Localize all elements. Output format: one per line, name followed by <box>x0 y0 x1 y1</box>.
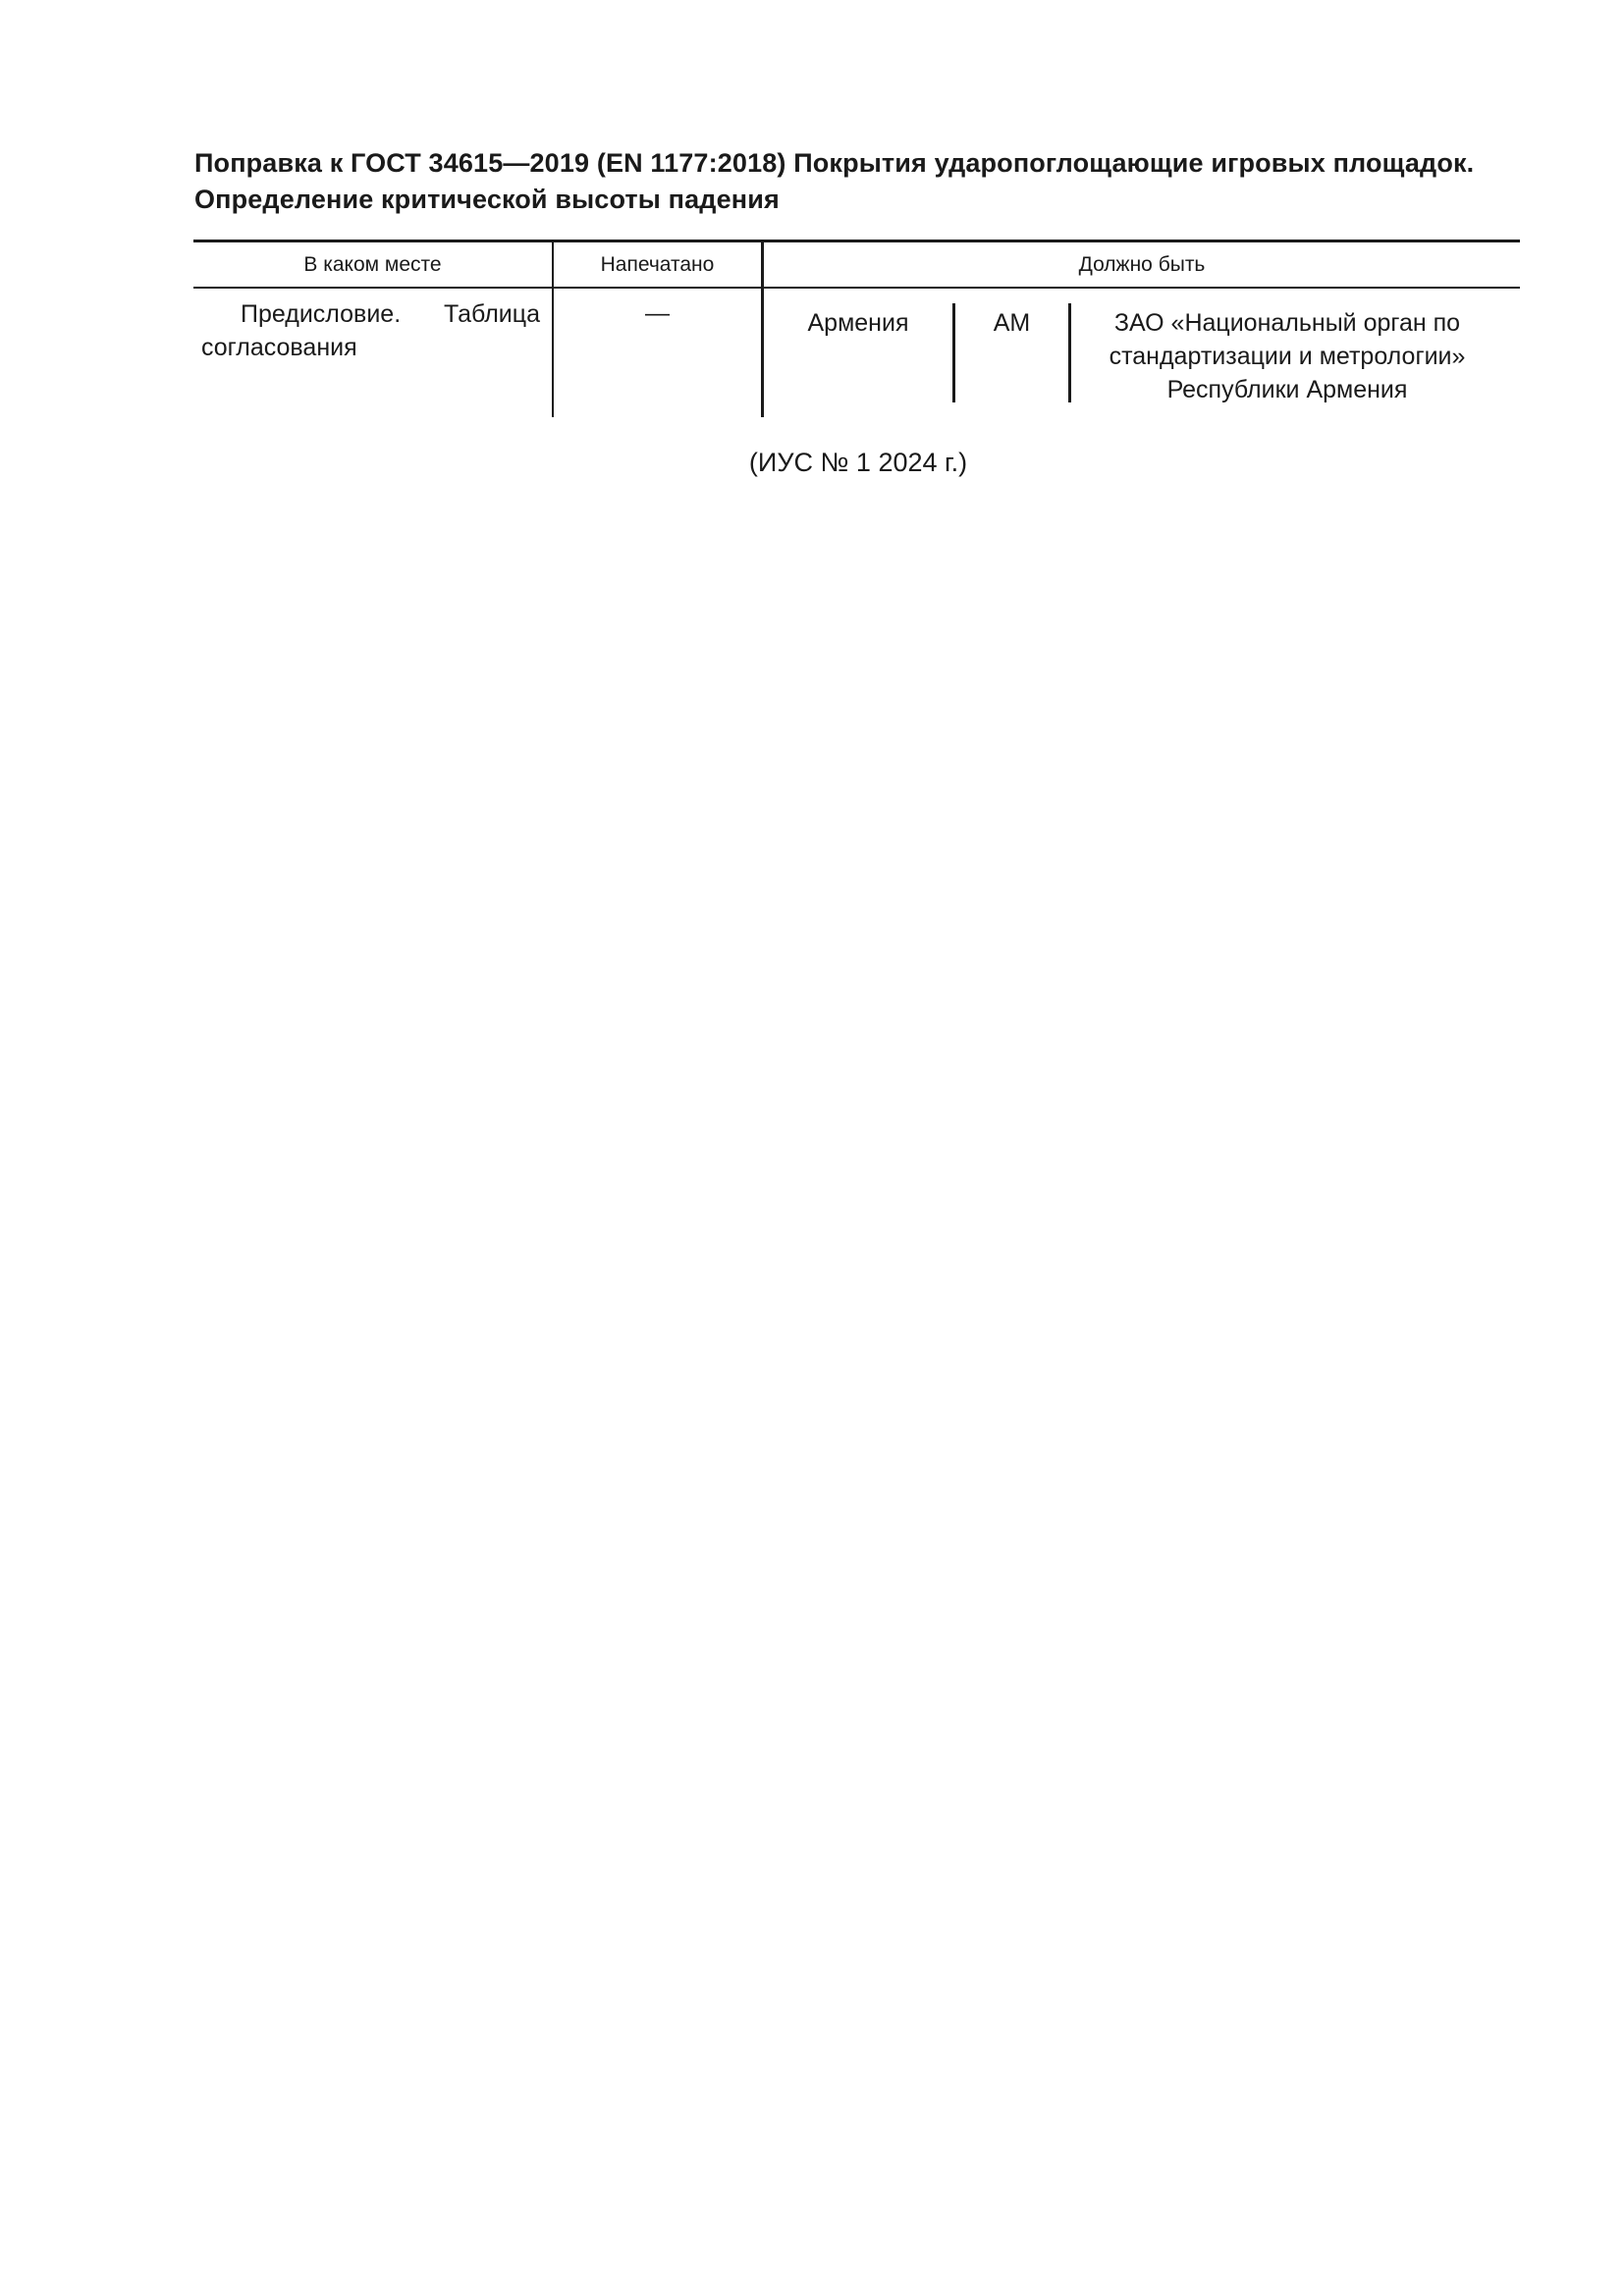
header-should-be: Должно быть <box>1078 253 1206 276</box>
cell-country: Армения <box>807 309 909 337</box>
cell-place-text: Предисловие. Таблица согласования <box>201 300 540 361</box>
organization-line-1: ЗАО «Национальный орган по <box>1113 309 1461 337</box>
cell-printed: — <box>645 299 670 327</box>
organization-line-3: Республики Армения <box>1166 376 1408 403</box>
source-reference: (ИУС № 1 2024 г.) <box>748 448 968 477</box>
header-place: В каком месте <box>303 253 442 276</box>
cell-country-code: AM <box>993 309 1031 337</box>
document-title-line-2: Определение критической высоты падения <box>194 185 780 214</box>
cell-place <box>201 297 540 364</box>
table-header-rule <box>193 287 1520 289</box>
header-printed: Напечатано <box>600 253 715 276</box>
table-top-rule <box>193 240 1520 242</box>
document-title-line-1: Поправка к ГОСТ 34615—2019 (EN 1177:2018) Покрытия ударопоглощающие игровых площадок. <box>194 148 1475 178</box>
document-title <box>194 145 1520 218</box>
organization-line-2: стандартизации и метрологии» <box>1109 343 1466 370</box>
cell-organization <box>1071 306 1503 406</box>
